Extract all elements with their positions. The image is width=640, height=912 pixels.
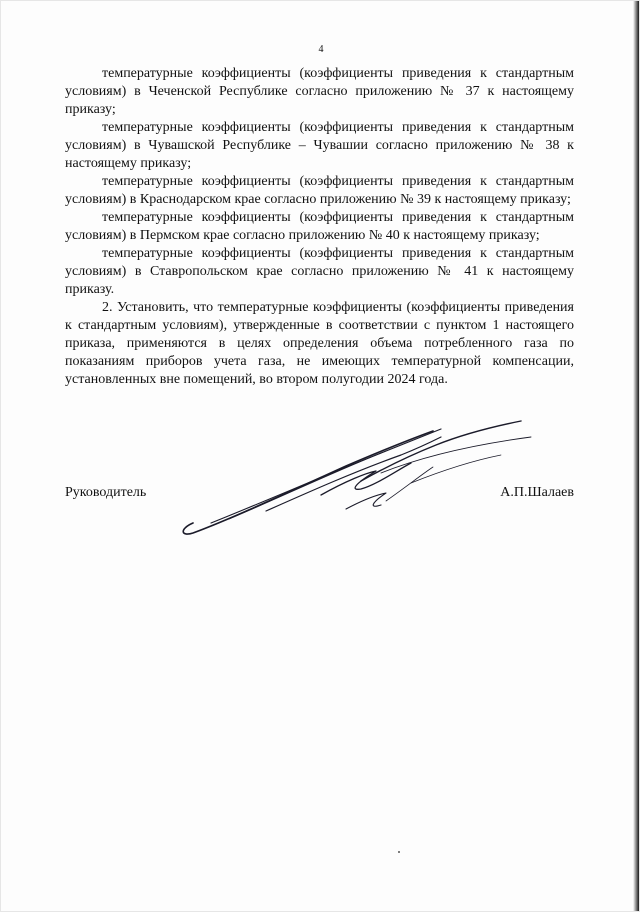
scan-edge bbox=[633, 1, 639, 911]
paragraph-appendix-37: температурные коэффициенты (коэффициенты приведения к стандартным условиям) в Чеченской Республике согласно приложению № 37 к настоящему приказу; bbox=[65, 66, 574, 117]
paragraph-appendix-41: температурные коэффициенты (коэффициенты приведения к стандартным условиям) в Ставропольском крае согласно приложению № 41 к настоящему приказу. bbox=[65, 246, 574, 297]
paragraph-appendix-40: температурные коэффициенты (коэффициенты приведения к стандартным условиям) в Пермском крае согласно приложению № 40 к настоящему приказу; bbox=[65, 210, 574, 243]
paragraph-appendix-39: температурные коэффициенты (коэффициенты приведения к стандартным условиям) в Краснодарском крае согласно приложению № 39 к настоящему приказу; bbox=[65, 174, 574, 207]
paragraph-clause-2: 2. Установить, что температурные коэффициенты (коэффициенты приведения к стандартным условиям), утвержденные в соответствии с пунктом 1 настоящего приказа, применяются в целях определения объема потребленного газа по показаниям приборов учета газа, не имеющих температурной компенсации, установленных вне помещений, во втором полугодии 2024 года. bbox=[65, 300, 574, 387]
scan-speck bbox=[398, 851, 400, 853]
signatory-position: Руководитель bbox=[65, 485, 147, 500]
signatory-name: А.П.Шалаев bbox=[500, 485, 574, 500]
handwritten-signature bbox=[171, 411, 551, 541]
paragraph-appendix-38: температурные коэффициенты (коэффициенты приведения к стандартным условиям) в Чувашской Республике – Чувашии согласно приложению № 38 к настоящему приказу; bbox=[65, 120, 574, 171]
document-body bbox=[65, 65, 574, 389]
page-number: 4 bbox=[318, 44, 324, 55]
